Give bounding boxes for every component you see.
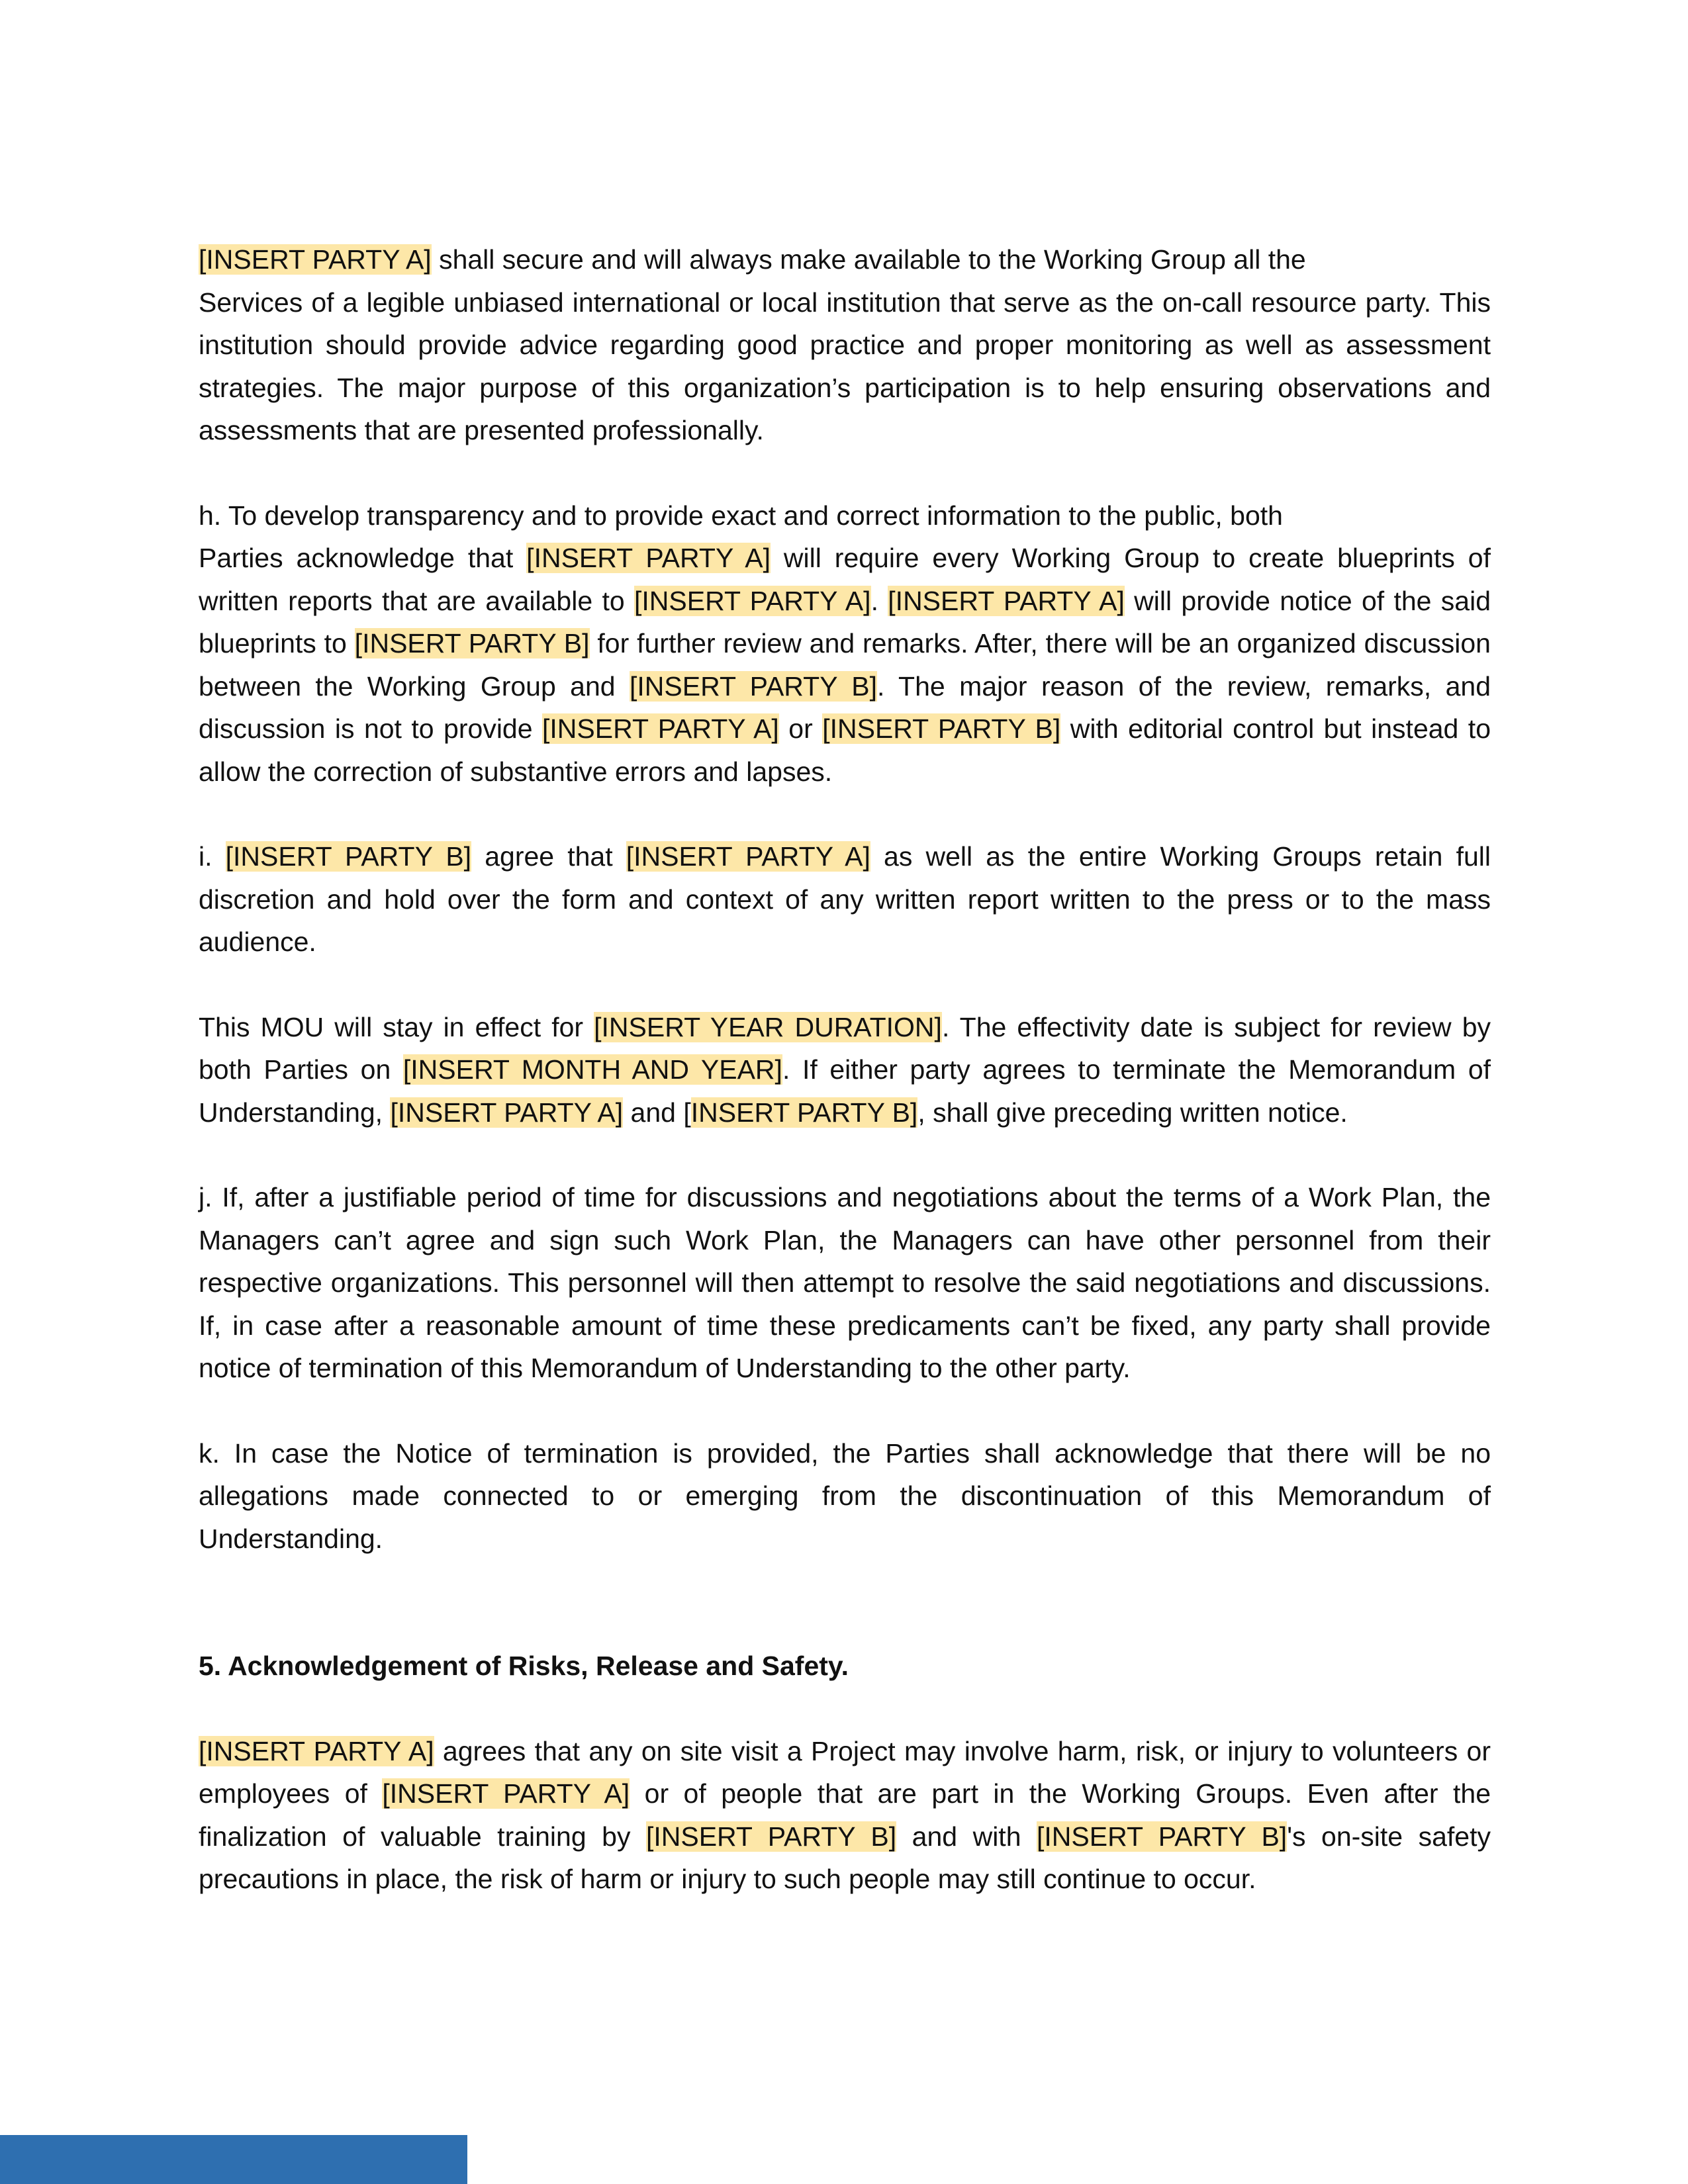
paragraph-text: and [	[623, 1097, 691, 1128]
placeholder-year-duration: [INSERT YEAR DURATION]	[594, 1011, 942, 1042]
placeholder-party-a: [INSERT PARTY A]	[542, 713, 779, 744]
paragraph-text: agree that	[471, 841, 626, 872]
paragraph-text: with editorial control but instead to allow the correction of substantive errors and lapses.	[199, 713, 1491, 787]
paragraph-risks	[199, 1730, 1491, 1901]
document-body	[199, 238, 1491, 1943]
paragraph-text: will require every Working Group to create blueprints of written reports that are available to	[199, 543, 1491, 616]
placeholder-party-a: [INSERT PARTY A]	[199, 244, 432, 275]
placeholder-party-a: [INSERT PARTY A]	[390, 1097, 624, 1128]
section-heading: 5. Acknowledgement of Risks, Release and Safety.	[199, 1651, 849, 1681]
paragraph-g-first-line	[199, 238, 1491, 281]
paragraph-text: Services of a legible unbiased international or local institution that serve as the on-call resource party. This institution should provide advice regarding good practice and proper monitoring as well as assessment strategies. The major purpose of this organization’s participation is to help ensuring observations and assessments that are presented professionally.	[199, 287, 1491, 445]
paragraph-text: 's on-site safety precautions in place, the risk of harm or injury to such people may still continue to occur.	[199, 1821, 1491, 1894]
paragraph-i	[199, 835, 1491, 964]
placeholder-party-b: [INSERT PARTY B]	[645, 1821, 897, 1852]
placeholder-party-b: [INSERT PARTY B]	[630, 670, 877, 702]
paragraph-j	[199, 1176, 1491, 1390]
paragraph-text: Parties acknowledge that	[199, 543, 527, 573]
paragraph-text: will provide notice of the said blueprints to	[199, 585, 1491, 659]
paragraph-text: shall secure and will always make available to the Working Group all the	[431, 244, 1306, 275]
placeholder-party-b: [INSERT PARTY B]	[354, 628, 590, 659]
paragraph-text: This MOU will stay in effect for	[199, 1011, 594, 1042]
paragraph-g	[199, 238, 1491, 452]
paragraph-text: for further review and remarks. After, there will be an organized discussion between the Working Group and	[199, 628, 1491, 702]
paragraph-text: .	[870, 585, 888, 616]
paragraph-text: i.	[199, 841, 226, 872]
placeholder-party-b: INSERT PARTY B]	[690, 1097, 918, 1128]
paragraph-h	[199, 494, 1491, 794]
paragraph-text: j. If, after a justifiable period of time for discussions and negotiations about the terms of a Work Plan, the Managers can’t agree and sign such Work Plan, the Managers can have other personnel from their respective organizations. This personnel will then attempt to resolve the said negotiations and discussions. If, in case after a reasonable amount of time these predicaments can’t be fixed, any party shall provide notice of termination of this Memorandum of Understanding to the other party.	[199, 1182, 1491, 1383]
placeholder-party-a: [INSERT PARTY A]	[888, 585, 1125, 616]
paragraph-text: . The effectivity date is subject for review by both Parties on	[199, 1011, 1491, 1085]
paragraph-text: or	[778, 713, 823, 744]
placeholder-party-a: [INSERT PARTY A]	[382, 1778, 630, 1809]
placeholder-party-b: [INSERT PARTY B]	[1037, 1821, 1288, 1852]
paragraph-text: agrees that any on site visit a Project may involve harm, risk, or injury to volunteers or employees of	[199, 1735, 1491, 1809]
paragraph-text: , shall give preceding written notice.	[917, 1097, 1348, 1128]
placeholder-party-b: [INSERT PARTY B]	[822, 713, 1061, 744]
paragraph-text: as well as the entire Working Groups retain full discretion and hold over the form and context of any written report written to the press or to the mass audience.	[199, 841, 1491, 957]
paragraph-text: . If either party agrees to terminate the Memorandum of Understanding,	[199, 1054, 1491, 1128]
placeholder-party-a: [INSERT PARTY A]	[626, 841, 870, 872]
paragraph-text: and with	[896, 1821, 1037, 1852]
paragraph-text: . The major reason of the review, remarks, and discussion is not to provide	[199, 670, 1491, 744]
paragraph-text: or of people that are part in the Working Groups. Even after the finalization of valuable training by	[199, 1778, 1491, 1852]
placeholder-party-a: [INSERT PARTY A]	[199, 1735, 434, 1766]
paragraph-text: k. In case the Notice of termination is provided, the Parties shall acknowledge that there will be no allegations made connected to or emerging from the discontinuation of this Memorandum of Understanding.	[199, 1437, 1491, 1554]
paragraph-k	[199, 1432, 1491, 1561]
footer-accent-bar	[0, 2135, 467, 2184]
placeholder-party-a: [INSERT PARTY A]	[526, 543, 771, 573]
placeholder-month-and-year: [INSERT MONTH AND YEAR]	[402, 1054, 782, 1085]
placeholder-party-b: [INSERT PARTY B]	[225, 841, 472, 872]
placeholder-party-a: [INSERT PARTY A]	[634, 585, 871, 616]
paragraph-mou-duration	[199, 1006, 1491, 1134]
paragraph-text: h. To develop transparency and to provide exact and correct information to the public, both	[199, 500, 1283, 531]
